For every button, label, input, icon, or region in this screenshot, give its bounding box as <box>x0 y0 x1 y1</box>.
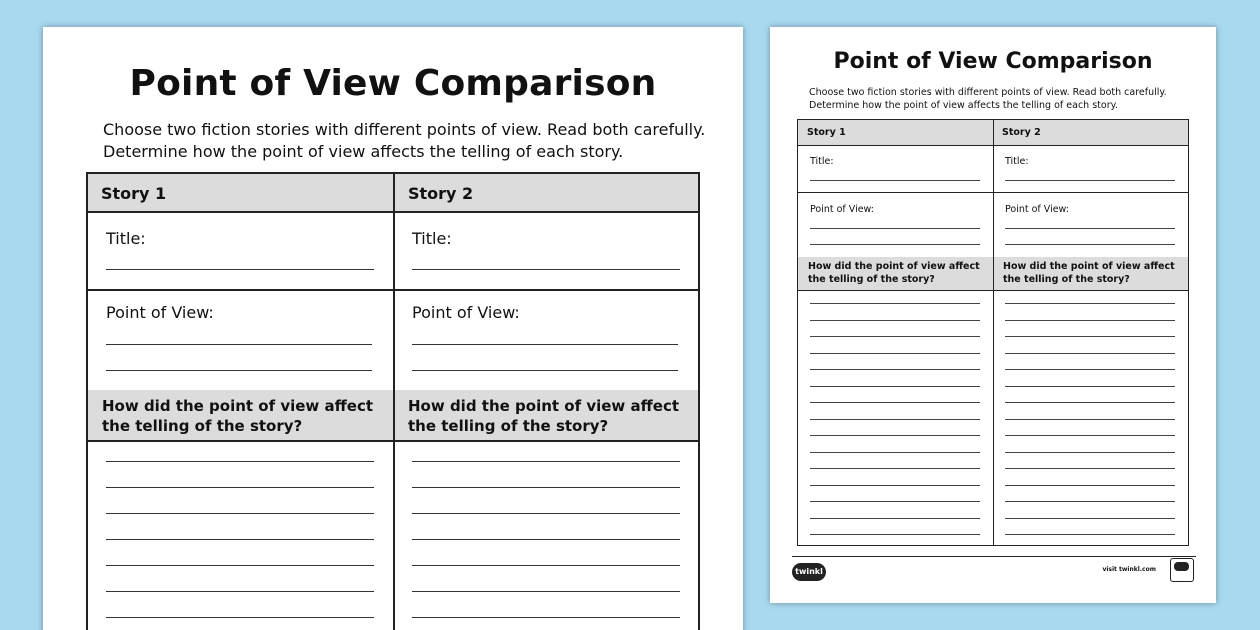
story-1-answer-line <box>810 336 980 337</box>
story-1-answer-line <box>106 565 374 566</box>
quality-badge-icon <box>1170 558 1194 582</box>
story-2-answer-line <box>1005 435 1175 436</box>
story-1-pov-line <box>106 344 372 345</box>
comparison-table <box>797 119 1189 546</box>
column-divider <box>393 174 395 630</box>
worksheet-preview-small <box>770 27 1216 603</box>
story-2-title-label: Title: <box>412 229 452 248</box>
story-1-pov-label: Point of View: <box>810 204 875 215</box>
story-2-title-label: Title: <box>1005 156 1029 167</box>
story-2-answer-line <box>1005 369 1175 370</box>
story-1-answer-line <box>810 419 980 420</box>
worksheet-preview-large <box>43 27 743 630</box>
story-2-title-line <box>412 269 680 270</box>
story-1-pov-line <box>810 244 980 245</box>
story-1-answer-line <box>106 539 374 540</box>
story-1-answer-line <box>810 320 980 321</box>
story-1-answer-line <box>810 518 980 519</box>
instructions-line-1: Choose two fiction stories with different points of view. Read both carefully. <box>103 120 706 139</box>
story-1-answer-line <box>106 487 374 488</box>
story-2-pov-line <box>412 370 678 371</box>
story-2-answer-line <box>1005 353 1175 354</box>
twinkl-logo: twinkl <box>792 563 826 581</box>
story-1-answer-line <box>810 435 980 436</box>
story-2-answer-line <box>412 513 680 514</box>
instructions-line-2: Determine how the point of view affects the telling of each story. <box>103 142 624 161</box>
story-1-answer-line <box>106 591 374 592</box>
instructions-line-1: Choose two fiction stories with different points of view. Read both carefully. <box>809 87 1167 98</box>
story-1-answer-line <box>106 461 374 462</box>
worksheet-instructions <box>809 86 1209 112</box>
story-2-pov-label: Point of View: <box>1005 204 1070 215</box>
story-2-pov-line <box>412 344 678 345</box>
worksheet-title: Point of View Comparison <box>833 49 1153 74</box>
story-2-answer-line <box>412 617 680 618</box>
story-1-pov-label: Point of View: <box>106 303 214 322</box>
story-1-answer-line <box>810 501 980 502</box>
story-1-answer-line <box>810 386 980 387</box>
story-2-answer-line <box>412 591 680 592</box>
story-2-pov-line <box>1005 244 1175 245</box>
story-2-answer-line <box>1005 402 1175 403</box>
story-2-question: How did the point of view affect the telling of the story? <box>1003 261 1175 285</box>
story-2-question: How did the point of view affect the telling of the story? <box>408 397 680 435</box>
story-1-answer-line <box>810 303 980 304</box>
story-1-answer-line <box>810 452 980 453</box>
story-1-answer-line <box>810 402 980 403</box>
story-1-answer-line <box>810 468 980 469</box>
story-2-answer-line <box>1005 501 1175 502</box>
story-2-pov-label: Point of View: <box>412 303 520 322</box>
story-1-title-label: Title: <box>106 229 146 248</box>
story-1-answer-line <box>810 485 980 486</box>
story-1-answer-line <box>810 369 980 370</box>
footer-divider <box>792 556 1196 557</box>
story-2-answer-line <box>412 487 680 488</box>
story-1-header: Story 1 <box>807 127 846 138</box>
worksheet-title: Point of View Comparison <box>129 63 657 104</box>
comparison-table <box>86 172 700 630</box>
story-1-title-line <box>810 180 980 181</box>
story-2-header: Story 2 <box>408 184 474 203</box>
story-1-question: How did the point of view affect the telling of the story? <box>808 261 980 285</box>
story-1-title-line <box>106 269 374 270</box>
story-2-answer-line <box>1005 303 1175 304</box>
story-1-answer-line <box>810 534 980 535</box>
story-1-answer-line <box>106 513 374 514</box>
story-2-answer-line <box>412 539 680 540</box>
story-2-pov-line <box>1005 228 1175 229</box>
story-1-pov-line <box>810 228 980 229</box>
story-2-answer-line <box>1005 518 1175 519</box>
story-2-answer-line <box>1005 419 1175 420</box>
worksheet-instructions <box>103 119 713 163</box>
story-2-answer-line <box>1005 386 1175 387</box>
column-divider <box>993 120 994 545</box>
story-2-title-line <box>1005 180 1175 181</box>
story-1-header: Story 1 <box>101 184 167 203</box>
story-1-question: How did the point of view affect the telling of the story? <box>102 397 374 435</box>
story-1-answer-line <box>106 617 374 618</box>
footer-site-text: visit twinkl.com <box>1102 566 1156 573</box>
story-2-answer-line <box>412 461 680 462</box>
story-2-answer-line <box>1005 534 1175 535</box>
story-1-pov-line <box>106 370 372 371</box>
story-2-answer-line <box>1005 485 1175 486</box>
story-2-answer-line <box>412 565 680 566</box>
story-2-answer-line <box>1005 320 1175 321</box>
story-1-title-label: Title: <box>810 156 834 167</box>
story-2-answer-line <box>1005 452 1175 453</box>
story-2-header: Story 2 <box>1002 127 1041 138</box>
instructions-line-2: Determine how the point of view affects the telling of each story. <box>809 100 1118 111</box>
story-2-answer-line <box>1005 468 1175 469</box>
story-1-answer-line <box>810 353 980 354</box>
story-2-answer-line <box>1005 336 1175 337</box>
